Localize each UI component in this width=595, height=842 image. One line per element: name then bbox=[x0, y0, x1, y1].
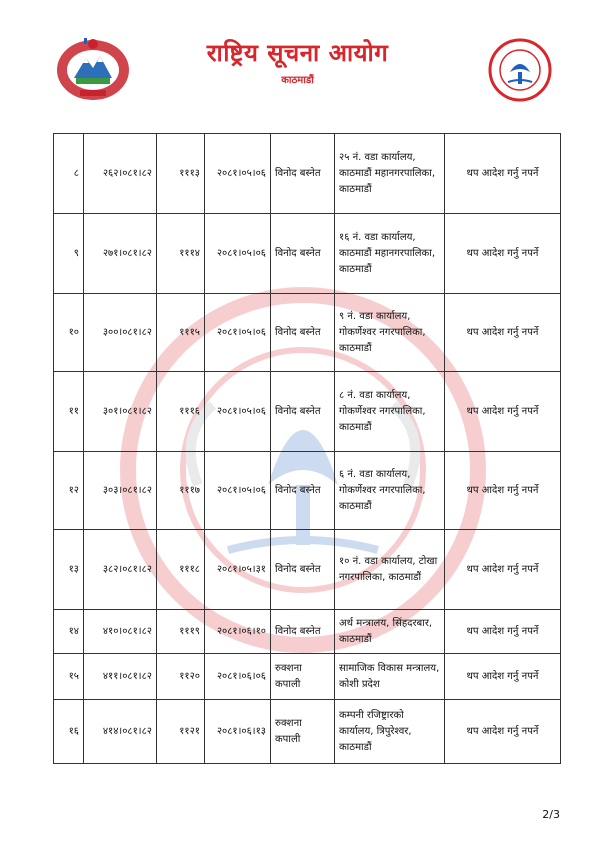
serial-number-cell: १४ bbox=[54, 610, 84, 654]
applicant-name-cell: विनोद बस्नेत bbox=[271, 610, 335, 654]
public-body-cell: अर्थ मन्त्रालय, सिंहदरबार, काठमाडौं bbox=[335, 610, 445, 654]
registration-number-cell: ३८२।०८१।८२ bbox=[84, 530, 157, 610]
commission-seal-icon bbox=[488, 38, 552, 102]
decision-number-cell: १११९ bbox=[157, 610, 205, 654]
applicant-name-cell: विनोद बस्नेत bbox=[271, 452, 335, 530]
decision-date-cell: २०८१।०५।०६ bbox=[205, 452, 271, 530]
decision-number-cell: १११७ bbox=[157, 452, 205, 530]
decision-cell: थप आदेश गर्नु नपर्ने bbox=[445, 700, 561, 764]
organization-location: काठमाडौं bbox=[281, 75, 314, 86]
table-row bbox=[54, 654, 561, 700]
table-row bbox=[54, 214, 561, 294]
decision-date-cell: २०८१।०५।०६ bbox=[205, 134, 271, 214]
serial-number-cell: १० bbox=[54, 294, 84, 372]
decision-date-cell: २०८१।०६।१० bbox=[205, 610, 271, 654]
serial-number-cell: ९ bbox=[54, 214, 84, 294]
decision-number-cell: ११२१ bbox=[157, 700, 205, 764]
decision-number-cell: ११२० bbox=[157, 654, 205, 700]
decision-date-cell: २०८१।०५।३१ bbox=[205, 530, 271, 610]
decision-date-cell: २०८१।०५।०६ bbox=[205, 214, 271, 294]
table-row bbox=[54, 610, 561, 654]
public-body-cell: ६ नं. वडा कार्यालय, गोकर्णेश्वर नगरपालिका, काठमाडौं bbox=[335, 452, 445, 530]
applicant-name-cell: विनोद बस्नेत bbox=[271, 372, 335, 452]
public-body-cell: १६ नं. वडा कार्यालय, काठमाडौं महानगरपालिका, काठमाडौं bbox=[335, 214, 445, 294]
table-row bbox=[54, 372, 561, 452]
applicant-name-cell: विनोद बस्नेत bbox=[271, 294, 335, 372]
public-body-cell: कम्पनी रजिष्ट्रारको कार्यालय, त्रिपुरेश्वर, काठमाडौं bbox=[335, 700, 445, 764]
serial-number-cell: ११ bbox=[54, 372, 84, 452]
letterhead bbox=[0, 0, 595, 110]
registration-number-cell: २७१।०८१।८२ bbox=[84, 214, 157, 294]
decision-number-cell: १११५ bbox=[157, 294, 205, 372]
decision-number-cell: १११८ bbox=[157, 530, 205, 610]
registration-number-cell: ३०३।०८१।८२ bbox=[84, 452, 157, 530]
public-body-cell: सामाजिक विकास मन्त्रालय, कोशी प्रदेश bbox=[335, 654, 445, 700]
registration-number-cell: ४१०।०८१।८२ bbox=[84, 610, 157, 654]
table-row bbox=[54, 134, 561, 214]
public-body-cell: ८ नं. वडा कार्यालय, गोकर्णेश्वर नगरपालिका, काठमाडौं bbox=[335, 372, 445, 452]
records-table-body bbox=[54, 134, 561, 764]
decision-date-cell: २०८१।०६।१३ bbox=[205, 700, 271, 764]
decision-cell: थप आदेश गर्नु नपर्ने bbox=[445, 452, 561, 530]
serial-number-cell: १६ bbox=[54, 700, 84, 764]
public-body-cell: १० नं. वडा कार्यालय, टोखा नगरपालिका, काठमाडौं bbox=[335, 530, 445, 610]
decision-date-cell: २०८१।०५।०६ bbox=[205, 294, 271, 372]
table-row bbox=[54, 700, 561, 764]
decision-number-cell: १११३ bbox=[157, 134, 205, 214]
applicant-name-cell: रुक्शना कपाली bbox=[271, 654, 335, 700]
registration-number-cell: ४११।०८१।८२ bbox=[84, 654, 157, 700]
table-row bbox=[54, 452, 561, 530]
applicant-name-cell: विनोद बस्नेत bbox=[271, 214, 335, 294]
decision-cell: थप आदेश गर्नु नपर्ने bbox=[445, 530, 561, 610]
decision-date-cell: २०८१।०५।०६ bbox=[205, 372, 271, 452]
applicant-name-cell: विनोद बस्नेत bbox=[271, 134, 335, 214]
public-body-cell: ९ नं. वडा कार्यालय, गोकर्णेश्वर नगरपालिका, काठमाडौं bbox=[335, 294, 445, 372]
table-row bbox=[54, 530, 561, 610]
decision-cell: थप आदेश गर्नु नपर्ने bbox=[445, 294, 561, 372]
public-body-cell: २५ नं. वडा कार्यालय, काठमाडौं महानगरपालिका, काठमाडौं bbox=[335, 134, 445, 214]
page-number: 2/3 bbox=[542, 808, 560, 821]
registration-number-cell: ३००।०८१।८२ bbox=[84, 294, 157, 372]
decision-cell: थप आदेश गर्नु नपर्ने bbox=[445, 134, 561, 214]
serial-number-cell: १५ bbox=[54, 654, 84, 700]
registration-number-cell: २६२।०८१।८२ bbox=[84, 134, 157, 214]
applicant-name-cell: विनोद बस्नेत bbox=[271, 530, 335, 610]
decision-date-cell: २०८१।०६।०६ bbox=[205, 654, 271, 700]
table-row bbox=[54, 294, 561, 372]
serial-number-cell: १३ bbox=[54, 530, 84, 610]
records-table bbox=[53, 133, 561, 764]
decision-cell: थप आदेश गर्नु नपर्ने bbox=[445, 372, 561, 452]
decision-cell: थप आदेश गर्नु नपर्ने bbox=[445, 610, 561, 654]
decision-cell: थप आदेश गर्नु नपर्ने bbox=[445, 654, 561, 700]
decision-cell: थप आदेश गर्नु नपर्ने bbox=[445, 214, 561, 294]
applicant-name-cell: रुक्शना कपाली bbox=[271, 700, 335, 764]
serial-number-cell: ८ bbox=[54, 134, 84, 214]
registration-number-cell: ३०१।०८१।८२ bbox=[84, 372, 157, 452]
serial-number-cell: १२ bbox=[54, 452, 84, 530]
registration-number-cell: ४१४।०८१।८२ bbox=[84, 700, 157, 764]
decision-number-cell: १११६ bbox=[157, 372, 205, 452]
organization-title: राष्ट्रिय सूचना आयोग bbox=[206, 39, 389, 67]
decision-number-cell: १११४ bbox=[157, 214, 205, 294]
